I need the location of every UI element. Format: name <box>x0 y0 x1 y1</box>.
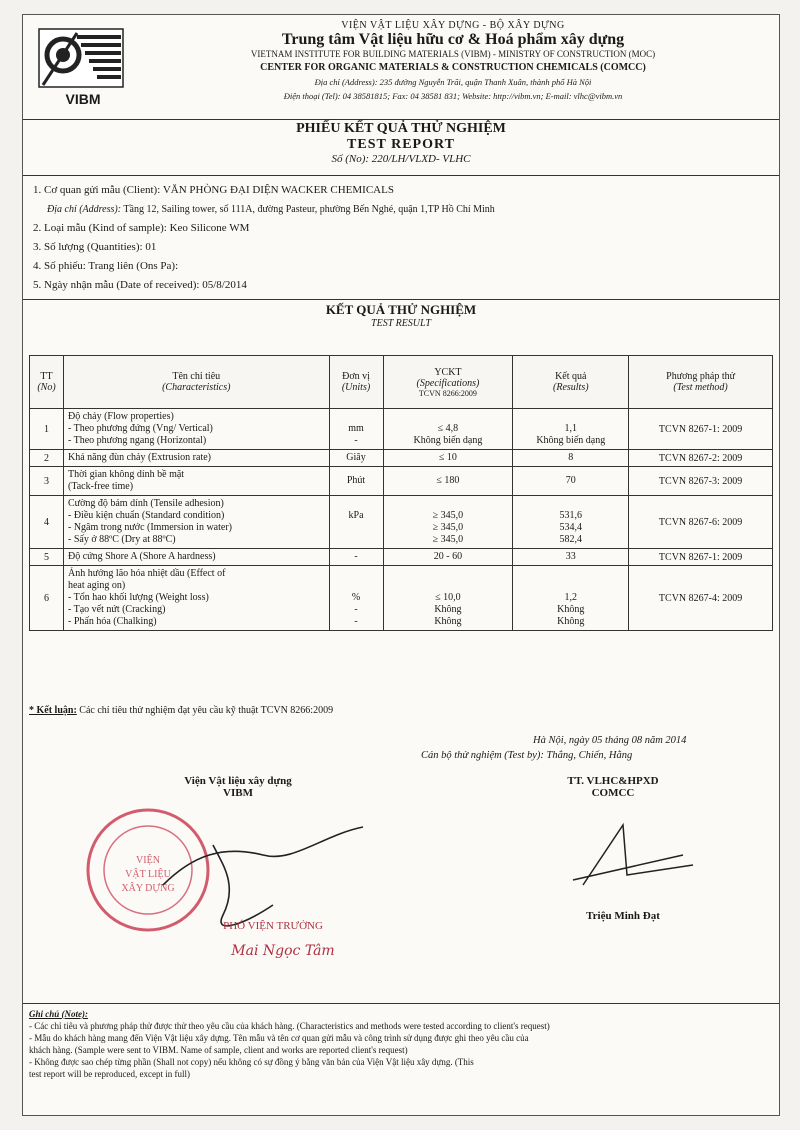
report-title <box>23 121 779 165</box>
col-method: Phương pháp thử (Test method) <box>629 356 773 409</box>
cell-unit: % - - <box>329 566 383 631</box>
cell-unit: Giây <box>329 450 383 467</box>
cell-characteristic: Độ cứng Shore A (Shore A hardness) <box>63 549 329 566</box>
note-line: - Mẫu do khách hàng mang đến Viện Vật liệu xây dựng. Tên mẫu và tên cơ quan gửi mẫu và công trình sử dụng được ghi theo yêu cầu của <box>29 1033 529 1043</box>
client-label: 1. Cơ quan gửi mẫu (Client): <box>33 184 161 196</box>
cell-no: 3 <box>30 467 64 496</box>
table-row <box>30 409 773 450</box>
department-signature <box>563 815 703 895</box>
sample-label: 2. Loại mẫu (Kind of sample): <box>33 222 167 234</box>
address-value: Tầng 12, Sailing tower, số 111A, đường Pasteur, phường Bến Nghé, quận 1,TP Hồ Chí Minh <box>123 204 495 215</box>
cell-characteristic: Độ chảy (Flow properties) - Theo phương đứng (Vng/ Vertical) - Theo phương ngang (Horizontal) <box>63 409 329 450</box>
note-line: - Không được sao chép từng phần (Shall not copy) nếu không có sự đồng ý bằng văn bản của Viện Vật liệu xây dựng. (This <box>29 1057 474 1067</box>
cell-method: TCVN 8267-2: 2009 <box>629 450 773 467</box>
institute-name: Viện Vật liệu xây dựng <box>184 775 292 787</box>
results-heading <box>23 299 779 329</box>
contact-line: Điện thoại (Tel): 04 38581815; Fax: 04 38581 831; Website: http://vibm.vn; E-mail: vlhc@vibm.vn <box>283 91 623 101</box>
sample-info <box>33 181 773 295</box>
conclusion-label: * Kết luận: <box>29 705 77 716</box>
quantity-value: 01 <box>145 241 157 253</box>
cell-characteristic: Thời gian không dính bề mặt (Tack-free time) <box>63 467 329 496</box>
svg-text:XÂY DỰNG: XÂY DỰNG <box>121 883 175 894</box>
cell-result: 1,1 Không biến dạng <box>513 409 629 450</box>
cell-spec: ≤ 180 <box>383 467 513 496</box>
institute-signature-block <box>123 775 353 799</box>
table-row <box>30 450 773 467</box>
logo-text: VIBM <box>65 91 101 107</box>
institute-name-en: VIETNAM INSTITUTE FOR BUILDING MATERIALS (VIBM) - MINISTRY OF CONSTRUCTION (MOC) <box>250 49 656 59</box>
cell-result: 1,2 Không Không <box>513 566 629 631</box>
col-results: Kết quả (Results) <box>513 356 629 409</box>
received-date-label: 5. Ngày nhận mẫu (Date of received): <box>33 279 200 291</box>
test-report-page <box>22 14 780 1116</box>
results-title-en: TEST RESULT <box>371 318 431 329</box>
cell-characteristic: Cường độ bám dính (Tensile adhesion) - Điều kiện chuẩn (Standard condition) - Ngâm trong nước (Immersion in water) - Sấy ở 88ºC (Dry at 88ºC) <box>63 496 329 549</box>
address-line: Địa chỉ (Address): 235 đường Nguyễn Trãi, quận Thanh Xuân, thành phố Hà Nội <box>314 77 592 87</box>
conclusion-text: Các chỉ tiêu thử nghiệm đạt yêu cầu kỹ thuật TCVN 8266:2009 <box>79 705 334 716</box>
col-units: Đơn vị (Units) <box>329 356 383 409</box>
cell-result: 531,6 534,4 582,4 <box>513 496 629 549</box>
pages-label: 4. Số phiếu: Trang liên (Ons Pa): <box>33 260 179 272</box>
quantity-label: 3. Số lượng (Quantities): <box>33 241 143 253</box>
results-title-vn: KẾT QUẢ THỬ NGHIỆM <box>325 302 477 317</box>
cell-method: TCVN 8267-1: 2009 <box>629 409 773 450</box>
department-signature-block <box>463 775 763 799</box>
cell-unit: mm - <box>329 409 383 450</box>
cell-result: 33 <box>513 549 629 566</box>
sample-value: Keo Silicone WM <box>169 222 250 234</box>
cell-spec: ≤ 10 <box>383 450 513 467</box>
cell-no: 2 <box>30 450 64 467</box>
cell-method: TCVN 8267-3: 2009 <box>629 467 773 496</box>
results-table <box>29 355 773 631</box>
ministry-line: VIỆN VẬT LIỆU XÂY DỰNG - BỘ XÂY DỰNG <box>341 20 565 31</box>
svg-text:VIỆN: VIỆN <box>136 855 160 866</box>
conclusion <box>29 705 333 716</box>
notes-section <box>23 1003 779 1084</box>
note-line: khách hàng. (Sample were sent to VIBM. Name of sample, client and works are reported client's request) <box>29 1045 408 1055</box>
table-row <box>30 496 773 549</box>
cell-spec: ≥ 345,0 ≥ 345,0 ≥ 345,0 <box>383 496 513 549</box>
center-name-en: CENTER FOR ORGANIC MATERIALS & CONSTRUCTION CHEMICALS (COMCC) <box>260 62 646 73</box>
received-date-value: 05/8/2014 <box>202 279 247 291</box>
cell-spec: ≤ 4,8 Không biến dạng <box>383 409 513 450</box>
title-en: TEST REPORT <box>347 137 455 152</box>
cell-result: 70 <box>513 467 629 496</box>
cell-spec: ≤ 10,0 Không Không <box>383 566 513 631</box>
cell-no: 4 <box>30 496 64 549</box>
col-specifications: YCKT (Specifications) TCVN 8266:2009 <box>383 356 513 409</box>
table-row <box>30 566 773 631</box>
title-vn: PHIẾU KẾT QUẢ THỬ NGHIỆM <box>296 121 506 136</box>
note-line: test report will be reproduced, except in full) <box>29 1069 190 1079</box>
col-characteristics: Tên chỉ tiêu (Characteristics) <box>63 356 329 409</box>
notes-title: Ghi chú (Note): <box>29 1009 88 1019</box>
cell-characteristic: Ảnh hưởng lão hóa nhiệt dầu (Effect of heat aging on) - Tổn hao khối lượng (Weight loss) - Tạo vết nứt (Cracking) - Phấn hóa (Chalking) <box>63 566 329 631</box>
cell-result: 8 <box>513 450 629 467</box>
cell-no: 5 <box>30 549 64 566</box>
cell-no: 1 <box>30 409 64 450</box>
cell-method: TCVN 8267-1: 2009 <box>629 549 773 566</box>
table-row <box>30 467 773 496</box>
cell-unit: kPa <box>329 496 383 549</box>
cell-spec: 20 - 60 <box>383 549 513 566</box>
table-row <box>30 549 773 566</box>
cell-unit: - <box>329 549 383 566</box>
table-header-row <box>30 356 773 409</box>
institute-abbr: VIBM <box>223 787 253 799</box>
department-abbr: COMCC <box>591 787 635 799</box>
cell-unit: Phút <box>329 467 383 496</box>
cell-characteristic: Khả năng đùn chảy (Extrusion rate) <box>63 450 329 467</box>
deputy-director-name: Mai Ngọc Tâm <box>231 943 335 959</box>
signer-name: Triệu Minh Đạt <box>586 910 660 922</box>
department-name: TT. VLHC&HPXD <box>567 775 659 787</box>
address-label: Địa chỉ (Address): <box>47 204 122 215</box>
report-number: Số (No): 220/LH/VLXD- VLHC <box>331 153 471 165</box>
col-no: TT (No) <box>30 356 64 409</box>
letterhead <box>23 15 779 120</box>
institute-signature <box>153 815 373 955</box>
cell-method: TCVN 8267-4: 2009 <box>629 566 773 631</box>
note-line: - Các chỉ tiêu và phương pháp thử được thử theo yêu cầu của khách hàng. (Characteristics and methods were tested according to client's request) <box>29 1021 550 1031</box>
report-date: Hà Nội, ngày 05 tháng 08 năm 2014 <box>533 735 687 746</box>
cell-no: 6 <box>30 566 64 631</box>
client-value: VĂN PHÒNG ĐẠI DIỆN WACKER CHEMICALS <box>162 184 394 196</box>
center-name-vn: Trung tâm Vật liệu hữu cơ & Hoá phẩm xây dựng <box>281 31 625 48</box>
deputy-director-title: PHÓ VIỆN TRƯỞNG <box>223 920 323 932</box>
tested-by: Cán bộ thử nghiệm (Test by): Thắng, Chiến, Hằng <box>421 750 633 761</box>
cell-method: TCVN 8267-6: 2009 <box>629 496 773 549</box>
svg-text:VẬT LIỆU: VẬT LIỆU <box>125 869 171 880</box>
